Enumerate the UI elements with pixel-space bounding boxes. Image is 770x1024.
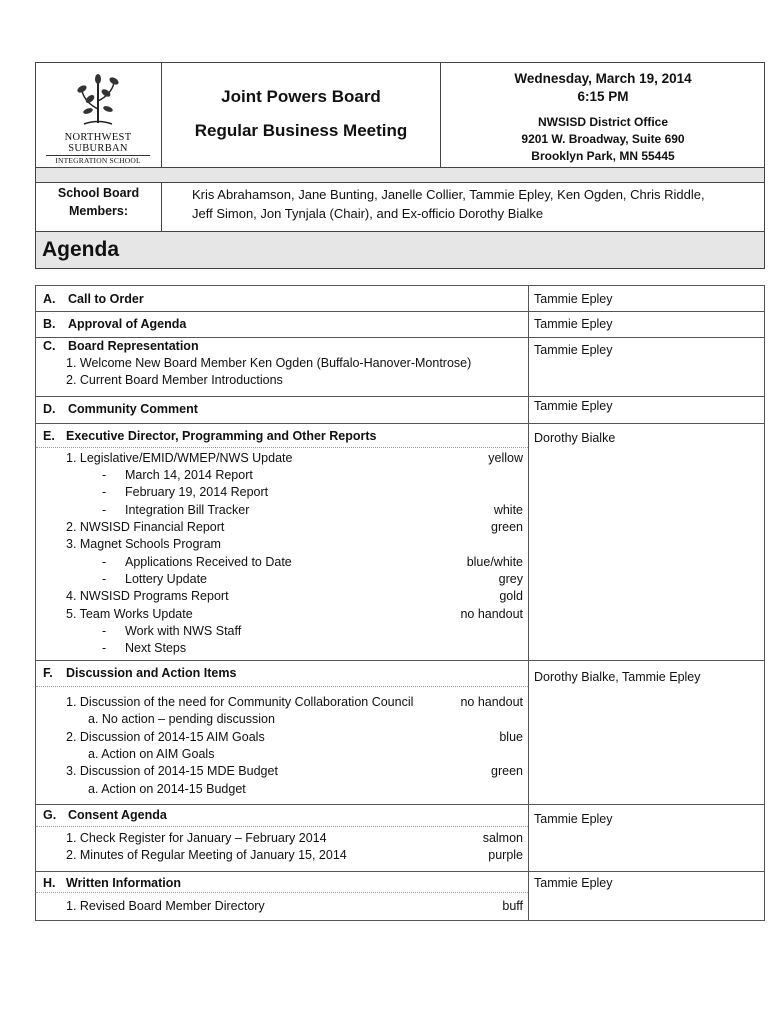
list-item: 2. NWSISD Financial Report xyxy=(66,520,225,534)
tree-logo-icon xyxy=(40,69,156,125)
divider xyxy=(528,804,529,871)
spacer-band xyxy=(35,167,765,183)
agenda-item-d xyxy=(35,396,765,424)
divider xyxy=(528,311,529,337)
handout-color: green xyxy=(491,764,523,778)
district-logo xyxy=(40,69,156,165)
list-item: 2. Minutes of Regular Meeting of January 15, 2014 xyxy=(66,848,347,862)
logo-name: NORTHWEST SUBURBAN xyxy=(64,132,132,154)
item-title: Written Information xyxy=(66,876,182,890)
divider xyxy=(528,423,529,660)
item-title: Consent Agenda xyxy=(68,808,167,822)
handout-color: purple xyxy=(488,848,523,862)
list-item: 1. Welcome New Board Member Ken Ogden (Buffalo-Hanover-Montrose) xyxy=(66,356,472,370)
bullet-dash: - xyxy=(102,555,107,569)
header-box xyxy=(35,62,765,168)
item-title: Call to Order xyxy=(68,292,144,306)
list-item: March 14, 2014 Report xyxy=(125,468,253,482)
divider xyxy=(528,871,529,920)
members-label-1: School Board xyxy=(57,186,140,200)
divider xyxy=(528,396,529,423)
handout-color: salmon xyxy=(482,831,523,845)
handout-color: no handout xyxy=(460,695,523,709)
divider xyxy=(161,182,162,231)
divider xyxy=(36,826,528,827)
item-letter: B. xyxy=(43,317,56,331)
list-item: a. Action on 2014-15 Budget xyxy=(88,782,246,796)
bullet-dash: - xyxy=(102,641,107,655)
list-item: a. No action – pending discussion xyxy=(88,712,275,726)
item-presenter: Tammie Epley xyxy=(534,292,613,306)
page-subtitle: Regular Business Meeting xyxy=(194,121,408,140)
item-presenter: Dorothy Bialke xyxy=(534,431,616,445)
agenda-item-h xyxy=(35,871,765,921)
item-title: Community Comment xyxy=(68,402,198,416)
item-presenter: Dorothy Bialke, Tammie Epley xyxy=(534,670,701,684)
list-item: 5. Team Works Update xyxy=(66,607,193,621)
list-item: 3. Magnet Schools Program xyxy=(66,537,221,551)
divider xyxy=(161,63,162,167)
item-title: Approval of Agenda xyxy=(68,317,187,331)
agenda-item-e xyxy=(35,423,765,661)
location-address-1: 9201 W. Broadway, Suite 690 xyxy=(521,132,685,146)
bullet-dash: - xyxy=(102,468,107,482)
agenda-item-f xyxy=(35,660,765,805)
item-letter: D. xyxy=(43,402,56,416)
handout-color: grey xyxy=(498,572,523,586)
meeting-time: 6:15 PM xyxy=(577,89,629,104)
divider xyxy=(36,686,528,687)
item-letter: A. xyxy=(43,292,56,306)
handout-color: buff xyxy=(502,899,523,913)
list-item: Lottery Update xyxy=(125,572,207,586)
agenda-item-g xyxy=(35,804,765,872)
list-item: 3. Discussion of 2014-15 MDE Budget xyxy=(66,764,278,778)
location-address-2: Brooklyn Park, MN 55445 xyxy=(531,149,675,163)
divider xyxy=(36,447,528,448)
item-presenter: Tammie Epley xyxy=(534,317,613,331)
agenda-item-b xyxy=(35,311,765,338)
page-title: Joint Powers Board xyxy=(221,87,381,106)
list-item: a. Action on AIM Goals xyxy=(88,747,215,761)
list-item: 1. Revised Board Member Directory xyxy=(66,899,265,913)
handout-color: yellow xyxy=(488,451,523,465)
handout-color: no handout xyxy=(460,607,523,621)
agenda-item-a xyxy=(35,285,765,312)
members-label-2: Members: xyxy=(68,204,129,218)
handout-color: blue xyxy=(499,730,523,744)
location-name: NWSISD District Office xyxy=(537,115,669,129)
divider xyxy=(36,892,528,893)
item-title: Board Representation xyxy=(68,339,199,353)
bullet-dash: - xyxy=(102,624,107,638)
item-letter: E. xyxy=(43,429,55,443)
item-presenter: Tammie Epley xyxy=(534,812,613,826)
item-letter: C. xyxy=(43,339,56,353)
members-line-1: Kris Abrahamson, Jane Bunting, Janelle Collier, Tammie Epley, Ken Ogden, Chris Riddle, xyxy=(192,187,705,202)
members-line-2: Jeff Simon, Jon Tynjala (Chair), and Ex-officio Dorothy Bialke xyxy=(192,206,544,221)
agenda-heading-box xyxy=(35,231,765,269)
list-item: Integration Bill Tracker xyxy=(125,503,250,517)
agenda-item-c xyxy=(35,337,765,397)
item-letter: H. xyxy=(43,876,56,890)
list-item: 4. NWSISD Programs Report xyxy=(66,589,229,603)
list-item: 1. Legislative/EMID/WMEP/NWS Update xyxy=(66,451,293,465)
agenda-heading: Agenda xyxy=(42,238,120,261)
bullet-dash: - xyxy=(102,485,107,499)
divider xyxy=(528,660,529,804)
item-presenter: Tammie Epley xyxy=(534,343,613,357)
item-letter: F. xyxy=(43,666,53,680)
item-title: Executive Director, Programming and Other Reports xyxy=(66,429,377,443)
list-item: Work with NWS Staff xyxy=(125,624,242,638)
list-item: 1. Check Register for January – February 2014 xyxy=(66,831,327,845)
item-title: Discussion and Action Items xyxy=(66,666,237,680)
divider xyxy=(528,337,529,396)
list-item: Next Steps xyxy=(125,641,187,655)
handout-color: gold xyxy=(499,589,523,603)
handout-color: green xyxy=(491,520,523,534)
list-item: February 19, 2014 Report xyxy=(125,485,269,499)
item-letter: G. xyxy=(43,808,57,822)
item-presenter: Tammie Epley xyxy=(534,399,613,413)
bullet-dash: - xyxy=(102,572,107,586)
handout-color: white xyxy=(493,503,523,517)
members-row xyxy=(35,182,765,232)
list-item: 2. Current Board Member Introductions xyxy=(66,373,283,387)
handout-color: blue/white xyxy=(466,555,523,569)
list-item: 2. Discussion of 2014-15 AIM Goals xyxy=(66,730,265,744)
meeting-date: Wednesday, March 19, 2014 xyxy=(514,71,692,86)
list-item: Applications Received to Date xyxy=(125,555,292,569)
logo-sub: INTEGRATION SCHOOL xyxy=(55,156,141,165)
list-item: 1. Discussion of the need for Community Collaboration Council xyxy=(66,695,414,709)
item-presenter: Tammie Epley xyxy=(534,876,613,890)
bullet-dash: - xyxy=(102,503,107,517)
divider xyxy=(528,286,529,311)
